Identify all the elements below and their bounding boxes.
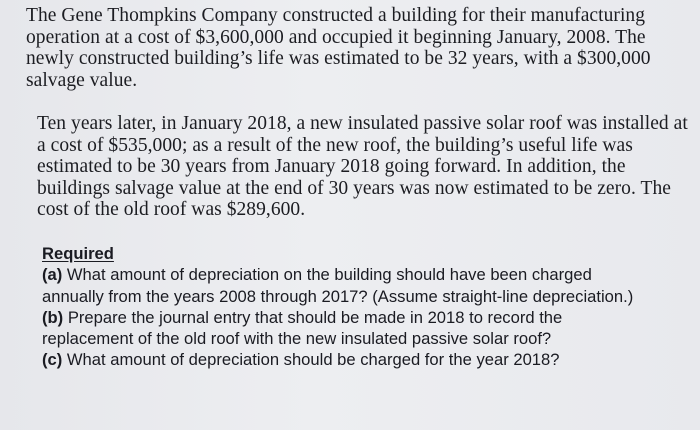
item-text: annually from the years 2008 through 2017? (Assume straight-line depreciation.) [42,286,634,306]
paragraph-2-line: a cost of $535,000; as a result of the new roof, the building’s useful life was [37,134,633,156]
item-text: Prepare the journal entry that should be made in 2018 to record the [63,307,563,327]
item-tag-a: (a) [42,265,63,285]
item-text: What amount of depreciation on the building should have been charged [62,265,592,285]
required-heading: Required [42,244,114,263]
paragraph-1-line: The Gene Thompkins Company constructed a building for their manufacturing [26,5,646,26]
paragraph-2-line: cost of the old roof was $289,600. [37,199,306,221]
problem-paragraph-2 [37,113,688,221]
paragraph-1-line: newly constructed building’s life was estimated to be 32 years, with a $300,000 [26,48,651,70]
problem-paragraph-1 [26,5,666,91]
paragraph-2-line: buildings salvage value at the end of 30 years was now estimated to be zero. The [37,177,671,199]
required-item-c [42,349,682,370]
item-text: What amount of depreciation should be charged for the year 2018? [62,350,560,370]
required-item-a-continued [42,286,682,307]
item-tag-b: (b) [42,307,64,327]
required-item-b-continued [42,328,682,349]
item-tag-c: (c) [42,350,63,370]
required-item-a [42,264,682,285]
item-text: replacement of the old roof with the new insulated passive solar roof? [42,329,552,349]
paragraph-1-line: salvage value. [26,69,138,91]
required-item-b [42,307,682,328]
required-section [42,243,682,371]
paragraph-2-line: Ten years later, in January 2018, a new insulated passive solar roof was installed at [37,113,688,134]
paragraph-2-line: estimated to be 30 years from January 2018 going forward. In addition, the [37,156,626,178]
paragraph-1-line: operation at a cost of $3,600,000 and occupied it beginning January, 2008. The [26,26,646,48]
